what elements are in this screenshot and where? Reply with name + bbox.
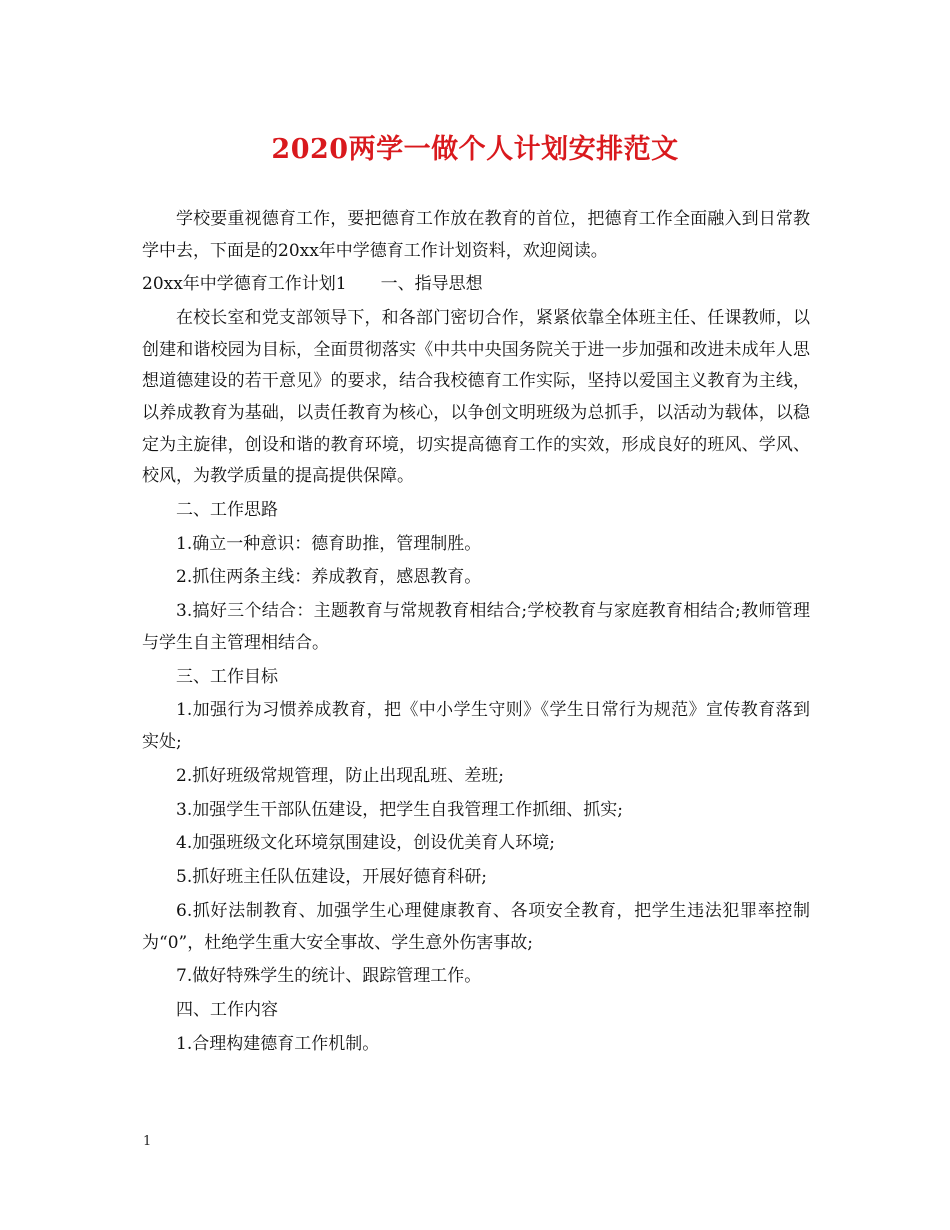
work-goal-item-6: 6.抓好法制教育、加强学生心理健康教育、各项安全教育，把学生违法犯罪率控制为“0”，杜绝学生重大安全事故、学生意外伤害事故;	[142, 900, 810, 953]
work-goal-item-3: 3.加强学生干部队伍建设，把学生自我管理工作抓细、抓实;	[176, 799, 623, 820]
work-idea-item-1: 1.确立一种意识：德育助推，管理制胜。	[176, 533, 482, 554]
page-number: 1	[143, 1134, 152, 1149]
guiding-thought-paragraph: 在校长室和党支部领导下，和各部门密切合作，紧紧依靠全体班主任、任课教师，以创建和谐校园为目标，全面贯彻落实《中共中央国务院关于进一步加强和改进未成年人思想道德建设的若干意见》的要求，结合我校德育工作实际，坚持以爱国主义教育为主线，以养成教育为基础，以责任教育为核心，以争创文明班级为总抓手，以活动为载体，以稳定为主旋律，创设和谐的教育环境，切实提高德育工作的实效，形成良好的班风、学风、校风，为教学质量的提高提供保障。	[142, 308, 810, 487]
work-content-item-1: 1.合理构建德育工作机制。	[176, 1033, 380, 1054]
work-idea-item-3: 3.搞好三个结合：主题教育与常规教育相结合;学校教育与家庭教育相结合;教师管理与学生自主管理相结合。	[142, 601, 810, 653]
document-body	[142, 204, 810, 1063]
work-goal-item-5: 5.抓好班主任队伍建设，开展好德育科研;	[176, 867, 487, 888]
work-goal-item-2: 2.抓好班级常规管理，防止出现乱班、差班;	[176, 765, 504, 786]
plan-heading-paragraph: 20xx年中学德育工作计划1 一、指导思想	[142, 274, 483, 295]
section-heading-work-ideas: 二、工作思路	[176, 499, 278, 520]
work-goal-item-1: 1.加强行为习惯养成教育，把《中小学生守则》《学生日常行为规范》宣传教育落到实处;	[142, 700, 810, 752]
section-heading-work-goals: 三、工作目标	[176, 666, 278, 687]
document-title: 2020两学一做个人计划安排范文	[271, 134, 679, 165]
work-goal-item-7: 7.做好特殊学生的统计、跟踪管理工作。	[176, 966, 482, 987]
work-goal-item-4: 4.加强班级文化环境氛围建设，创设优美育人环境;	[176, 833, 555, 854]
section-heading-work-content: 四、工作内容	[176, 1000, 278, 1021]
work-idea-item-2: 2.抓住两条主线：养成教育，感恩教育。	[176, 567, 482, 588]
intro-paragraph: 学校要重视德育工作，要把德育工作放在教育的首位，把德育工作全面融入到日常教学中去，下面是的20xx年中学德育工作计划资料，欢迎阅读。	[142, 209, 810, 261]
